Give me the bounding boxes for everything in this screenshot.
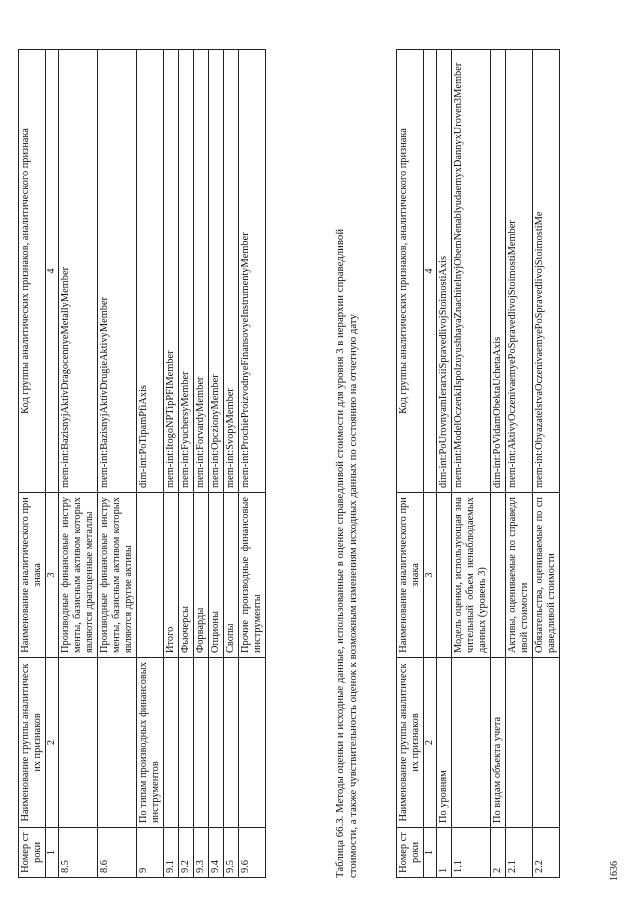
- row-number: 9.4: [209, 828, 224, 878]
- feature-name: Прочие производные финансовые инструменты: [239, 493, 266, 658]
- group-name: По видам объекта учета: [491, 658, 506, 828]
- column-index: 4: [46, 50, 59, 493]
- group-name: [239, 658, 266, 828]
- row-number: 1.1: [452, 828, 491, 878]
- feature-name: [437, 493, 452, 658]
- column-index: 3: [46, 493, 59, 658]
- table-row: [164, 50, 179, 878]
- feature-code: mem-int:FyuchersyMember: [179, 50, 194, 493]
- feature-code: mem-int:ProchieProizvodnyeFinansovyeInstrumentyMember: [239, 50, 266, 493]
- column-index: 2: [46, 658, 59, 828]
- table-row: [194, 50, 209, 878]
- group-name: [98, 658, 137, 828]
- feature-code: mem-int:ObyazatelstvaOczenivaemyePoSpravedlivojStoimostiMe: [533, 50, 560, 493]
- header-feature-name: Наименование аналитического признака: [397, 493, 424, 658]
- group-name: [194, 658, 209, 828]
- feature-name: [137, 493, 164, 658]
- row-number: 8.6: [98, 828, 137, 878]
- group-name: [224, 658, 239, 828]
- feature-name: Модель оценки, использующая значительный объем ненаблюдаемых данных (уровень 3): [452, 493, 491, 658]
- table-row: [59, 50, 98, 878]
- table-row: [239, 50, 266, 878]
- feature-code: mem-int:ItogoNPTipPFIMember: [164, 50, 179, 493]
- rotated-content: [18, 18, 628, 878]
- feature-code: dim-int:PoUrovnyamIerarxiiSpravedlivojStoimostiAxis: [437, 50, 452, 493]
- table-row: [491, 50, 506, 878]
- row-number: 9.2: [179, 828, 194, 878]
- row-number: 2.2: [533, 828, 560, 878]
- table-header-row: [19, 50, 46, 878]
- group-name: По уровням: [437, 658, 452, 828]
- table-row: [224, 50, 239, 878]
- feature-code: mem-int:OpczionyMember: [209, 50, 224, 493]
- table-header-row: [397, 50, 424, 878]
- row-number: 8.5: [59, 828, 98, 878]
- feature-name: [491, 493, 506, 658]
- header-code: Код группы аналитических признаков, аналитического признака: [19, 50, 46, 493]
- column-index: 1: [46, 828, 59, 878]
- row-number: 9.1: [164, 828, 179, 878]
- feature-code: mem-int:ModelOczenkiIspolzuyushhayaZnachitelnyjObemNenablyudaemyxDannyxUroven3Member: [452, 50, 491, 493]
- group-name: [452, 658, 491, 828]
- table-row: [533, 50, 560, 878]
- column-index: 3: [424, 493, 437, 658]
- feature-name: Производные финансовые инструменты, базисным активом которых являются драгоценные металлы: [59, 493, 98, 658]
- row-number: 9: [137, 828, 164, 878]
- group-name: [209, 658, 224, 828]
- column-index: 2: [424, 658, 437, 828]
- header-group-name: Наименование группы аналитических признаков: [19, 658, 46, 828]
- table-row: [437, 50, 452, 878]
- feature-name: Обязательства, оцениваемые по справедливой стоимости: [533, 493, 560, 658]
- feature-name: Итого: [164, 493, 179, 658]
- group-name: [164, 658, 179, 828]
- group-name: [179, 658, 194, 828]
- group-name: [533, 658, 560, 828]
- table-row: [98, 50, 137, 878]
- feature-code: mem-int:BazisnyjAktivDrugieAktivyMember: [98, 50, 137, 493]
- page-number: 1636: [609, 861, 620, 881]
- feature-code: mem-int:ForvardyMember: [194, 50, 209, 493]
- column-index-row: [424, 50, 437, 878]
- row-number: 9.3: [194, 828, 209, 878]
- feature-code: mem-int:AktivyOczenivaemyePoSpravedlivojStoimostiMember: [506, 50, 533, 493]
- row-number: 9.5: [224, 828, 239, 878]
- caption-line: стоимости, а также чувствительность оценок к возможным изменениям исходных данных по состоянию на отчетную дату: [347, 314, 359, 878]
- header-row-number: Номер строки: [397, 828, 424, 878]
- column-index: 4: [424, 50, 437, 493]
- feature-code: dim-int:PoTipamPfiAxis: [137, 50, 164, 493]
- classifier-table-top: [18, 49, 266, 878]
- row-number: 1: [437, 828, 452, 878]
- caption-line: Таблица 66.3. Методы оценки и исходные данные, использованные в оценке справедливой стоимости для уровня 3 в иерархии справедливой: [334, 228, 346, 878]
- feature-code: mem-int:BazisnyjAktivDragocennyeMetallyMember: [59, 50, 98, 493]
- row-number: 9.6: [239, 828, 266, 878]
- table-row: [506, 50, 533, 878]
- feature-name: Активы, оцениваемые по справедливой стоимости: [506, 493, 533, 658]
- row-number: 2.1: [506, 828, 533, 878]
- table-caption: [334, 50, 360, 878]
- feature-code: dim-int:PoVidamObektaUchetaAxis: [491, 50, 506, 493]
- classifier-table-bottom: [396, 49, 560, 878]
- header-row-number: Номер строки: [19, 828, 46, 878]
- column-index-row: [46, 50, 59, 878]
- table-row: [452, 50, 491, 878]
- table-row: [137, 50, 164, 878]
- header-code: Код группы аналитических признаков, аналитического признака: [397, 50, 424, 493]
- group-name: [506, 658, 533, 828]
- table-row: [209, 50, 224, 878]
- row-number: 2: [491, 828, 506, 878]
- header-feature-name: Наименование аналитического признака: [19, 493, 46, 658]
- table-row: [179, 50, 194, 878]
- group-name: По типам производных финансовых инструментов: [137, 658, 164, 828]
- feature-name: Фьючерсы: [179, 493, 194, 658]
- feature-name: Производные финансовые инструменты, базисным активом которых являются другие активы: [98, 493, 137, 658]
- group-name: [59, 658, 98, 828]
- column-index: 1: [424, 828, 437, 878]
- header-group-name: Наименование группы аналитических признаков: [397, 658, 424, 828]
- feature-name: Форварды: [194, 493, 209, 658]
- feature-name: Свопы: [224, 493, 239, 658]
- feature-code: mem-int:SvopyMember: [224, 50, 239, 493]
- feature-name: Опционы: [209, 493, 224, 658]
